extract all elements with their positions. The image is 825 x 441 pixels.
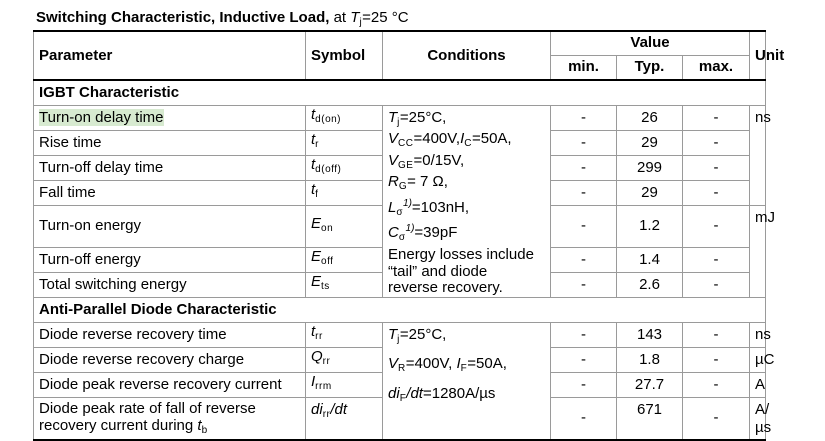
typ-cell: 299 xyxy=(617,155,683,180)
unit-cell: A xyxy=(750,372,766,397)
max-cell: - xyxy=(683,130,750,155)
unit-cell: µC xyxy=(750,347,766,372)
unit-cell: A/µs xyxy=(750,397,766,440)
param-cell: Diode reverse recovery time xyxy=(34,322,306,347)
cond-line: $R_G= 7$ Ω, xyxy=(388,173,448,193)
typ-cell: 2.6 xyxy=(617,272,683,297)
typ-cell: 1.2 xyxy=(617,205,683,247)
header-unit: Unit xyxy=(750,31,766,80)
table-row xyxy=(34,322,766,347)
symbol-cell: $t_f$ xyxy=(306,180,383,205)
max-cell: - xyxy=(683,347,750,372)
symbol-cell: $E_{off}$ xyxy=(306,247,383,272)
header-parameter: Parameter xyxy=(34,31,306,80)
header-max: max. xyxy=(683,55,750,80)
unit-cell: mJ xyxy=(750,205,766,297)
header-conditions: Conditions xyxy=(383,31,551,80)
title-t: T xyxy=(350,9,360,26)
section-diode-label: Anti-Parallel Diode Characteristic xyxy=(34,297,766,322)
symbol-cell: $t_{d(off)}$ xyxy=(306,155,383,180)
symbol-cell: $Q_{rr}$ xyxy=(306,347,383,372)
table-row xyxy=(34,105,766,130)
cond-line: $V_{GE}=0/15V$, xyxy=(388,151,465,171)
max-cell: - xyxy=(683,155,750,180)
max-cell: - xyxy=(683,247,750,272)
min-cell: - xyxy=(551,272,617,297)
typ-cell: 143 xyxy=(617,322,683,347)
title-prefix: at xyxy=(333,9,351,26)
typ-cell: 1.8 xyxy=(617,347,683,372)
cond-line: $C_\sigma^{1)}=39pF$ xyxy=(388,223,458,244)
param-cell: Diode peak reverse recovery current xyxy=(34,372,306,397)
title-bold: Switching Characteristic, Inductive Load, xyxy=(36,9,330,26)
section-diode xyxy=(34,297,766,322)
param-cell: Turn-off delay time xyxy=(34,155,306,180)
symbol-cell xyxy=(306,105,383,130)
param-cell: Fall time xyxy=(34,180,306,205)
param-cell: Turn-on energy xyxy=(34,205,306,247)
cond-line: “tail” and diode xyxy=(388,262,488,280)
header-symbol: Symbol xyxy=(306,31,383,80)
cond-line: $T_j=25^\circ C$, xyxy=(388,108,447,128)
param-cell xyxy=(34,397,306,440)
param-cell: Turn-off energy xyxy=(34,247,306,272)
cond-line: reverse recovery. xyxy=(388,279,503,297)
min-cell: - xyxy=(551,180,617,205)
min-cell: - xyxy=(551,347,617,372)
symbol-cell: $t_{rr}$ xyxy=(306,322,383,347)
unit-cell: ns xyxy=(750,322,766,347)
symbol-cell: $di_{rr}/dt$ xyxy=(306,397,383,440)
header-min: min. xyxy=(551,55,617,80)
section-igbt xyxy=(34,80,766,105)
min-cell: - xyxy=(551,130,617,155)
diode-conditions xyxy=(383,322,551,440)
title-t-sub: j xyxy=(359,17,363,28)
min-cell: - xyxy=(551,247,617,272)
typ-cell: 1.4 xyxy=(617,247,683,272)
param-line-2: recovery current during $t_b$ xyxy=(39,416,208,436)
min-cell: - xyxy=(551,322,617,347)
typ-cell: 29 xyxy=(617,180,683,205)
typ-cell: 671 xyxy=(617,397,683,440)
unit-cell: ns xyxy=(750,105,766,205)
cond-line: $V_{CC}=400V,I_C=50A$, xyxy=(388,130,512,150)
symbol-sub: d(on) xyxy=(315,114,342,125)
title-suffix: =25 °C xyxy=(362,9,409,26)
symbol-cell: $E_{ts}$ xyxy=(306,272,383,297)
min-cell: - xyxy=(551,397,617,440)
header-typ: Typ. xyxy=(617,55,683,80)
max-cell: - xyxy=(683,105,750,130)
max-cell: - xyxy=(683,322,750,347)
max-cell: - xyxy=(683,372,750,397)
cond-line: $V_R=400V$, $I_F=50A$, xyxy=(388,355,507,375)
max-cell: - xyxy=(683,272,750,297)
param-cell: Diode reverse recovery charge xyxy=(34,347,306,372)
min-cell: - xyxy=(551,372,617,397)
min-cell: - xyxy=(551,155,617,180)
param-cell xyxy=(34,105,306,130)
param-cell: Total switching energy xyxy=(34,272,306,297)
header-row-1 xyxy=(34,31,766,55)
cond-line: $L_\sigma^{1)}=103nH$, xyxy=(388,197,470,218)
typ-cell: 26 xyxy=(617,105,683,130)
max-cell: - xyxy=(683,205,750,247)
typ-cell: 29 xyxy=(617,130,683,155)
symbol-cell: $E_{on}$ xyxy=(306,205,383,247)
typ-cell: 27.7 xyxy=(617,372,683,397)
switching-characteristics-table xyxy=(33,30,785,441)
max-cell: - xyxy=(683,397,750,440)
table-title xyxy=(36,9,409,28)
symbol-cell: $I_{rrm}$ xyxy=(306,372,383,397)
symbol-cell: $t_r$ xyxy=(306,130,383,155)
param-cell: Rise time xyxy=(34,130,306,155)
symbol-main: t xyxy=(311,106,316,123)
param-line-1: Diode peak rate of fall of reverse xyxy=(39,399,256,417)
cond-line: $T_j=25^\circ C$, xyxy=(388,325,447,345)
cond-line: $di_F/dt=1280A/\mu s$ xyxy=(388,384,496,404)
section-igbt-label: IGBT Characteristic xyxy=(34,80,766,105)
header-value: Value xyxy=(551,31,750,55)
igbt-conditions xyxy=(383,105,551,297)
max-cell: - xyxy=(683,180,750,205)
param-text: Turn-on delay time xyxy=(39,108,164,126)
cond-line: Energy losses include xyxy=(388,246,534,264)
min-cell: - xyxy=(551,105,617,130)
min-cell: - xyxy=(551,205,617,247)
